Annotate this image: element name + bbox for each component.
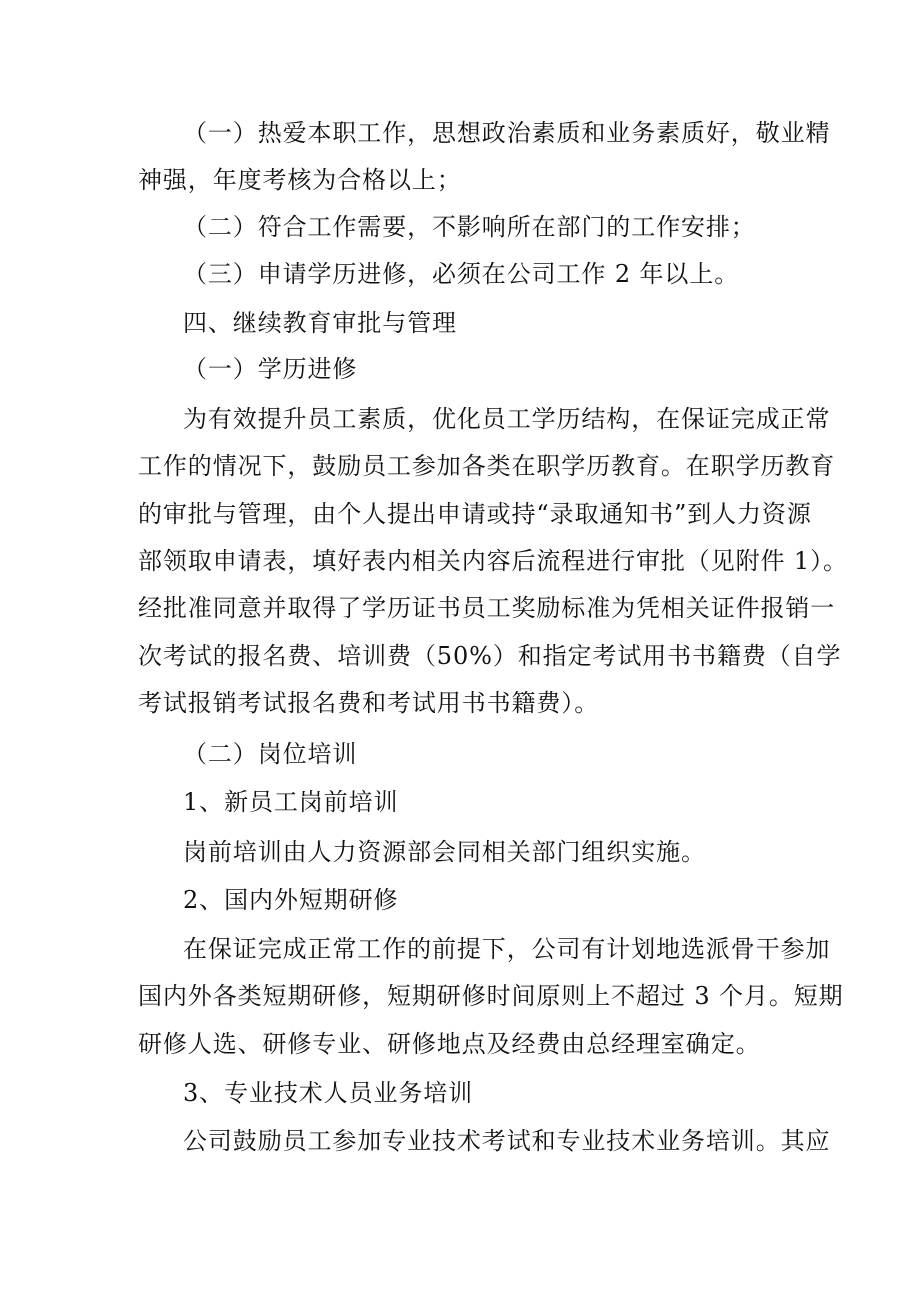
paragraph-line: 岗前培训由人力资源部会同相关部门组织实施。 bbox=[183, 838, 706, 866]
subsection-heading: （一）学历进修 bbox=[183, 355, 358, 383]
item-heading: 3、专业技术人员业务培训 bbox=[183, 1079, 474, 1107]
paragraph-line: 在保证完成正常工作的前提下，公司有计划地选派骨干参加 bbox=[183, 935, 831, 963]
paragraph-line: 经批准同意并取得了学历证书员工奖励标准为凭相关证件报销一 bbox=[138, 594, 836, 622]
item-heading: 1、新员工岗前培训 bbox=[183, 788, 399, 816]
paragraph-line: 考试报销考试报名费和考试用书书籍费）。 bbox=[138, 689, 600, 717]
section-heading: 四、继续教育审批与管理 bbox=[183, 309, 457, 337]
paragraph-line: （三）申请学历进修，必须在公司工作 2 年以上。 bbox=[183, 260, 740, 288]
paragraph-line: 神强，年度考核为合格以上； bbox=[138, 166, 462, 194]
item-heading: 2、国内外短期研修 bbox=[183, 886, 399, 914]
paragraph-line: 部领取申请表，填好表内相关内容后流程进行审批（见附件 1）。 bbox=[138, 547, 848, 575]
paragraph-line: 为有效提升员工素质，优化员工学历结构，在保证完成正常 bbox=[183, 405, 831, 433]
paragraph-line: （一）热爱本职工作，思想政治素质和业务素质好，敬业精 bbox=[183, 119, 831, 147]
subsection-heading: （二）岗位培训 bbox=[183, 740, 358, 768]
paragraph-line: 研修人选、研修专业、研修地点及经费由总经理室确定。 bbox=[138, 1030, 761, 1058]
paragraph-line: 工作的情况下，鼓励员工参加各类在职学历教育。在职学历教育 bbox=[138, 452, 836, 480]
paragraph-line: 的审批与管理，由个人提出申请或持“录取通知书”到人力资源 bbox=[138, 500, 812, 528]
paragraph-line: 国内外各类短期研修，短期研修时间原则上不超过 3 个月。短期 bbox=[138, 982, 844, 1010]
paragraph-line: 公司鼓励员工参加专业技术考试和专业技术业务培训。其应 bbox=[183, 1127, 831, 1155]
paragraph-line: （二）符合工作需要，不影响所在部门的工作安排； bbox=[183, 213, 756, 241]
paragraph-line: 次考试的报名费、培训费（50%）和指定考试用书书籍费（自学 bbox=[138, 642, 842, 670]
